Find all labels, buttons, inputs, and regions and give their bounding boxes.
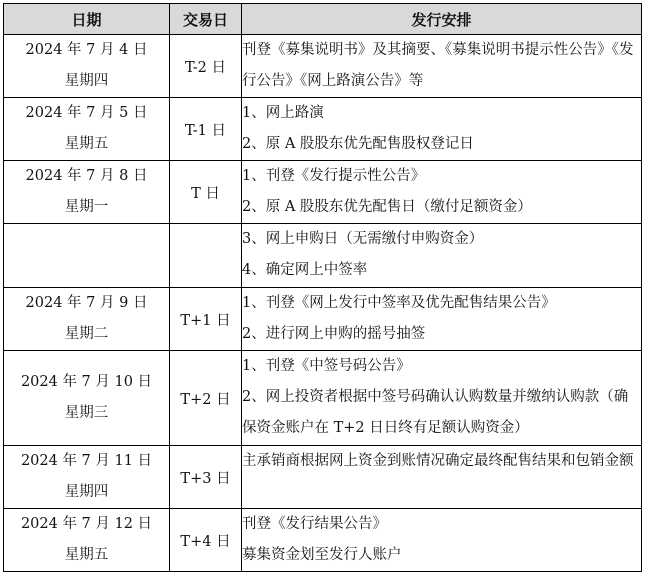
- table-header-row: [4, 4, 642, 35]
- arrangement-item: 2、网上投资者根据中签号码确认认购数量并缴纳认购款（确保资金账户在 T+2 日日终有足额认购资金）: [242, 389, 629, 436]
- date-cell: [4, 161, 170, 224]
- arrangement-item: 1、刊登《网上发行中签率及优先配售结果公告》: [242, 295, 556, 311]
- weekday-text: 星期四: [64, 73, 109, 89]
- trade-day-cell: [170, 224, 242, 288]
- arrangement-cell: [242, 35, 642, 98]
- arrangement-item: 1、网上路演: [242, 105, 324, 121]
- date-cell: [4, 288, 170, 351]
- trade-day-cell: T+3 日: [170, 446, 242, 509]
- trade-day-cell: T-2 日: [170, 35, 242, 98]
- date-cell: [4, 35, 170, 98]
- date-text: 2024 年 7 月 4 日: [25, 42, 148, 58]
- trade-day-cell: T+1 日: [170, 288, 242, 351]
- arrangement-item: 3、网上申购日（无需缴付申购资金）: [242, 231, 484, 247]
- arrangement-item: 1、刊登《中签号码公告》: [242, 358, 411, 374]
- arrangement-cell: [242, 98, 642, 161]
- table-row: [4, 161, 642, 224]
- table-row: [4, 224, 642, 288]
- date-cell: [4, 351, 170, 446]
- arrangement-item: 募集资金划至发行人账户: [242, 547, 402, 563]
- arrangement-cell: [242, 509, 642, 572]
- date-text: 2024 年 7 月 12 日: [20, 516, 153, 532]
- arrangement-cell: [242, 288, 642, 351]
- weekday-text: 星期五: [64, 547, 109, 563]
- arrangement-item: 4、确定网上中签率: [242, 262, 368, 278]
- date-text: 2024 年 7 月 11 日: [20, 453, 153, 469]
- arrangement-cell: [242, 224, 642, 288]
- header-arrangement: 发行安排: [242, 4, 642, 35]
- weekday-text: 星期一: [64, 199, 109, 215]
- date-cell: [4, 224, 170, 288]
- arrangement-item: 2、原 A 股股东优先配售日（缴付足额资金）: [242, 199, 532, 215]
- arrangement-item: 2、原 A 股股东优先配售股权登记日: [242, 136, 474, 152]
- arrangement-item: 2、进行网上申购的摇号抽签: [242, 326, 426, 342]
- weekday-text: 星期二: [64, 326, 109, 342]
- date-text: 2024 年 7 月 5 日: [25, 105, 148, 121]
- arrangement-item: 1、刊登《发行提示性公告》: [242, 168, 426, 184]
- arrangement-cell: [242, 161, 642, 224]
- weekday-text: 星期四: [64, 484, 109, 500]
- arrangement-item: 主承销商根据网上资金到账情况确定最终配售结果和包销金额: [242, 453, 634, 469]
- trade-day-cell: T-1 日: [170, 98, 242, 161]
- date-cell: [4, 98, 170, 161]
- arrangement-item: 刊登《发行结果公告》: [242, 516, 387, 532]
- arrangement-item: 刊登《募集说明书》及其摘要、《募集说明书提示性公告》《发行公告》《网上路演公告》等: [242, 42, 634, 89]
- date-cell: [4, 509, 170, 572]
- trade-day-cell: T+4 日: [170, 509, 242, 572]
- weekday-text: 星期五: [64, 136, 109, 152]
- date-text: 2024 年 7 月 9 日: [25, 295, 148, 311]
- table-row: [4, 509, 642, 572]
- arrangement-cell: [242, 351, 642, 446]
- trade-day-cell: T 日: [170, 161, 242, 224]
- date-text: 2024 年 7 月 10 日: [20, 374, 153, 390]
- table-row: [4, 98, 642, 161]
- table-row: [4, 35, 642, 98]
- weekday-text: 星期三: [64, 405, 109, 421]
- date-text: 2024 年 7 月 8 日: [25, 168, 148, 184]
- header-trade-day: 交易日: [170, 4, 242, 35]
- table-row: [4, 288, 642, 351]
- table-row: [4, 351, 642, 446]
- issuance-schedule-table: [3, 3, 642, 572]
- table-row: [4, 446, 642, 509]
- arrangement-cell: [242, 446, 642, 509]
- date-cell: [4, 446, 170, 509]
- header-date: 日期: [4, 4, 170, 35]
- trade-day-cell: T+2 日: [170, 351, 242, 446]
